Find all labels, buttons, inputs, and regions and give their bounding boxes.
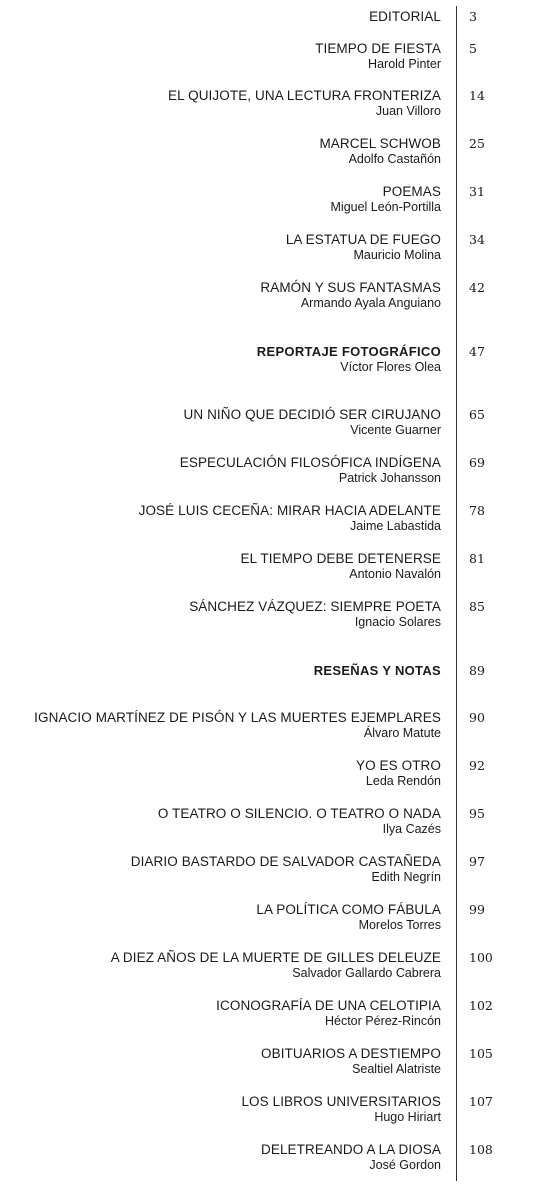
page-number: 105 bbox=[469, 1046, 493, 1061]
page-number: 81 bbox=[469, 551, 485, 566]
page-number: 90 bbox=[469, 710, 485, 725]
entry-author: Víctor Flores Olea bbox=[340, 360, 441, 374]
section-title: REPORTAJE FOTOGRÁFICO bbox=[256, 344, 441, 359]
entry-author: Miguel León-Portilla bbox=[330, 200, 441, 214]
entry-title: UN NIÑO QUE DECIDIÓ SER CIRUJANO bbox=[183, 407, 441, 422]
page-number: 89 bbox=[469, 663, 485, 678]
page-number: 108 bbox=[469, 1142, 493, 1157]
page-number: 5 bbox=[469, 41, 477, 56]
entry-title: POEMAS bbox=[382, 184, 441, 199]
page-number: 78 bbox=[469, 503, 485, 518]
page-number: 99 bbox=[469, 902, 485, 917]
entry-author: Sealtiel Alatriste bbox=[352, 1062, 441, 1076]
page-number: 25 bbox=[469, 136, 485, 151]
page-number: 100 bbox=[469, 950, 493, 965]
page-number: 31 bbox=[469, 184, 485, 199]
page-number: 92 bbox=[469, 758, 485, 773]
entry-title: JOSÉ LUIS CECEÑA: MIRAR HACIA ADELANTE bbox=[138, 503, 441, 518]
page-number: 69 bbox=[469, 455, 485, 470]
entry-title: O TEATRO O SILENCIO. O TEATRO O NADA bbox=[157, 806, 441, 821]
page-number: 34 bbox=[469, 232, 485, 247]
entry-author: Héctor Pérez-Rincón bbox=[324, 1014, 441, 1028]
entry-author: Jaime Labastida bbox=[349, 519, 441, 533]
page-number: 47 bbox=[469, 344, 485, 359]
entry-author: Edith Negrín bbox=[371, 870, 441, 884]
entry-author: Salvador Gallardo Cabrera bbox=[292, 966, 441, 980]
entry-author: Ignacio Solares bbox=[354, 615, 441, 629]
entry-title: EL QUIJOTE, UNA LECTURA FRONTERIZA bbox=[168, 88, 441, 103]
entry-author: Leda Rendón bbox=[365, 774, 441, 788]
entry-author: Mauricio Molina bbox=[353, 248, 441, 262]
entry-author: Harold Pinter bbox=[368, 57, 441, 71]
entry-title: ESPECULACIÓN FILOSÓFICA INDÍGENA bbox=[179, 455, 441, 470]
entry-title: DELETREANDO A LA DIOSA bbox=[260, 1142, 441, 1157]
entry-title: LA POLÍTICA COMO FÁBULA bbox=[256, 902, 441, 917]
entry-author: Álvaro Matute bbox=[363, 726, 441, 740]
page-number: 65 bbox=[469, 407, 485, 422]
entry-author: Ilya Cazés bbox=[382, 822, 441, 836]
page-number: 102 bbox=[469, 998, 493, 1013]
entry-title: A DIEZ AÑOS DE LA MUERTE DE GILLES DELEUZE bbox=[110, 950, 441, 965]
entry-author: José Gordon bbox=[369, 1158, 441, 1172]
entry-title: DIARIO BASTARDO DE SALVADOR CASTAÑEDA bbox=[130, 854, 441, 869]
entry-title: OBITUARIOS A DESTIEMPO bbox=[261, 1046, 441, 1061]
entry-author: Patrick Johansson bbox=[338, 471, 441, 485]
entry-author: Armando Ayala Anguiano bbox=[300, 296, 441, 310]
entry-title: EDITORIAL bbox=[369, 9, 441, 24]
page-number: 95 bbox=[469, 806, 485, 821]
column-divider bbox=[456, 6, 457, 1181]
page-number: 85 bbox=[469, 599, 485, 614]
entry-title: IGNACIO MARTÍNEZ DE PISÓN Y LAS MUERTES EJEMPLARES bbox=[34, 710, 441, 725]
entry-title: ICONOGRAFÍA DE UNA CELOTIPIA bbox=[216, 998, 441, 1013]
entry-author: Morelos Torres bbox=[358, 918, 441, 932]
page-number: 107 bbox=[469, 1094, 493, 1109]
page-number: 3 bbox=[469, 9, 477, 24]
entry-title: TIEMPO DE FIESTA bbox=[315, 41, 441, 56]
entry-title: LA ESTATUA DE FUEGO bbox=[285, 232, 441, 247]
entry-author: Juan Villoro bbox=[375, 104, 441, 118]
page-number: 42 bbox=[469, 280, 485, 295]
page-number: 14 bbox=[469, 88, 485, 103]
entry-title: RAMÓN Y SUS FANTASMAS bbox=[260, 280, 441, 295]
page-number: 97 bbox=[469, 854, 485, 869]
section-title: RESEÑAS Y NOTAS bbox=[313, 663, 441, 678]
entry-author: Antonio Navalón bbox=[349, 567, 441, 581]
entry-title: EL TIEMPO DEBE DETENERSE bbox=[240, 551, 441, 566]
entry-title: MARCEL SCHWOB bbox=[319, 136, 441, 151]
entry-author: Vicente Guarner bbox=[350, 423, 441, 437]
entry-title: YO ES OTRO bbox=[355, 758, 441, 773]
entry-title: LOS LIBROS UNIVERSITARIOS bbox=[241, 1094, 441, 1109]
entry-title: SÁNCHEZ VÁZQUEZ: SIEMPRE POETA bbox=[189, 599, 441, 614]
entry-author: Hugo Hiriart bbox=[374, 1110, 441, 1124]
entry-author: Adolfo Castañón bbox=[348, 152, 441, 166]
